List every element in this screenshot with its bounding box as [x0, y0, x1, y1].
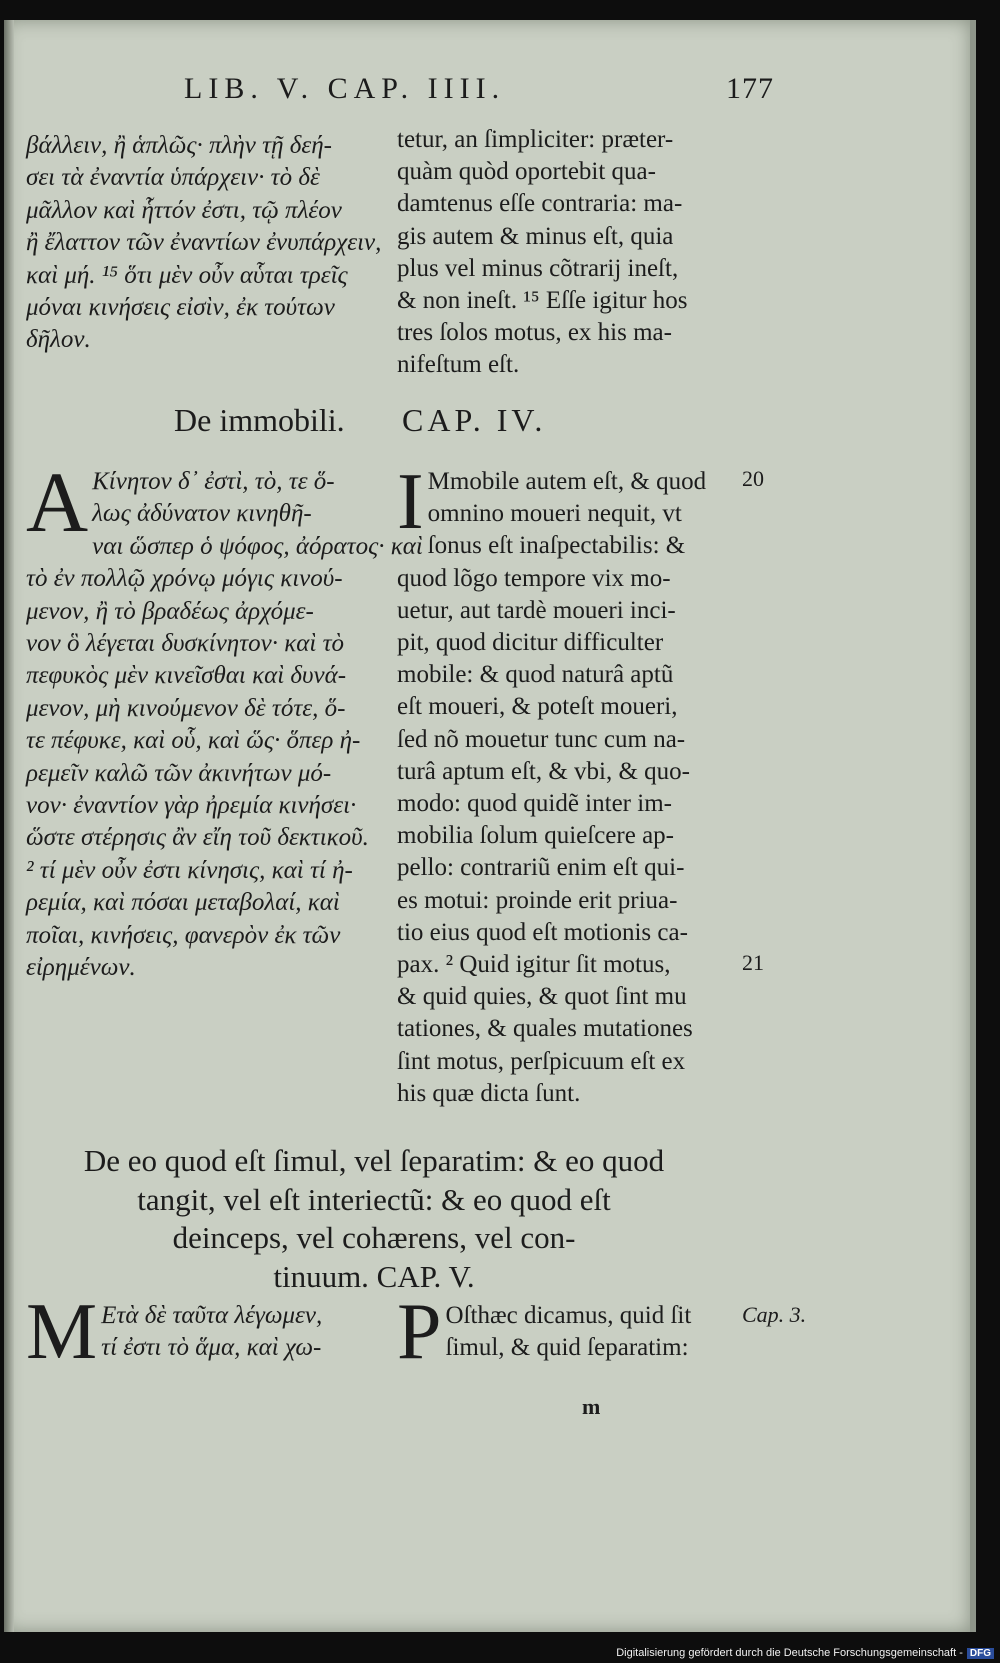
text-line: nifeſtum eſt.	[397, 351, 520, 379]
section-latin-title: CAP. IV.	[402, 402, 547, 438]
text-line: μᾶλλον καὶ ἧττόν ἐστι, τῷ πλέον	[26, 196, 342, 224]
margin-number-21: 21	[742, 950, 764, 975]
text-line: modo: quod quidẽ inter im-	[397, 790, 672, 818]
book-page	[4, 20, 976, 1632]
text-line: mobile: & quod naturâ aptũ	[397, 661, 674, 689]
text-line: ἢ ἔλαττον τῶν ἐναντίων ἐνυπάρχειν,	[26, 229, 382, 257]
text-line: his quæ dicta ſunt.	[397, 1079, 581, 1107]
text-line: μενον, μὴ κινούμενον δὲ τότε, ὅ-	[26, 694, 346, 722]
text-line: omnino moueri nequit, vt	[427, 500, 682, 528]
latin-column-section4	[397, 458, 727, 1110]
text-line: & non ineſt. ¹⁵ Eſſe igitur hos	[397, 287, 688, 315]
text-line: νον ὃ λέγεται δυσκίνητον· καὶ τὸ	[26, 630, 345, 658]
page-number: 177	[726, 72, 774, 105]
latin-column-section5	[397, 1288, 727, 1376]
text-line: es motui: proinde erit priua-	[397, 886, 678, 914]
text-line: τὸ ἐν πολλῷ χρόνῳ μόγις κινού-	[26, 565, 343, 593]
text-line: Κίνητον δ᾽ ἐστὶ, τὸ, τε ὅ-	[92, 468, 335, 495]
text-line: tationes, & quales mutationes	[397, 1015, 693, 1043]
text-line: eſt moueri, & poteſt moueri,	[397, 693, 678, 721]
text-line: ² τί μὲν οὖν ἐστι κίνησις, καὶ τί ἠ-	[26, 856, 353, 884]
greek-column-section5	[26, 1288, 372, 1376]
drop-cap: P	[397, 1288, 442, 1376]
drop-cap: M	[26, 1288, 98, 1376]
text-line: ρεμία, καὶ πόσαι μεταβολαί, καὶ	[26, 889, 340, 917]
text-line: turâ aptum eſt, & vbi, & quo-	[397, 757, 691, 785]
signature-mark: m	[582, 1394, 601, 1419]
text-line: ſonus eſt inaſpectabilis: &	[427, 532, 686, 560]
drop-cap: A	[26, 454, 89, 550]
footer-text: Digitalisierung gefördert durch die Deutsche Forschungsgemeinschaft -	[616, 1647, 963, 1659]
text-line: pax. ² Quid igitur ſit motus,	[397, 951, 671, 979]
text-line: Oſthæc dicamus, quid ſit	[445, 1302, 692, 1329]
text-line: τί ἐστι τὸ ἅμα, καὶ χω-	[101, 1334, 322, 1362]
margin-note-cap3: Cap. 3.	[742, 1302, 807, 1327]
text-line: μενον, ἢ τὸ βραδέως ἀρχόμε-	[26, 597, 314, 625]
drop-cap: I	[397, 458, 424, 546]
text-line: σει τὰ ἐναντία ὑπάρχειν· τὸ δὲ	[26, 164, 320, 192]
text-line: βάλλειν, ἢ ἁπλῶς· πλὴν τῇ δεή-	[26, 132, 332, 159]
latin-column-top	[397, 124, 727, 382]
section-5-heading	[44, 1142, 704, 1296]
margin-number-20: 20	[742, 466, 764, 491]
text-line: μόναι κινήσεις εἰσὶν, ἐκ τούτων	[26, 294, 335, 322]
text-line: damtenus eſſe contraria: ma-	[397, 190, 683, 218]
heading-line: tinuum. CAP. V.	[273, 1258, 475, 1294]
text-line: πεφυκὸς μὲν κινεῖσθαι καὶ δυνά-	[26, 662, 347, 690]
text-line: uetur, aut tardè moueri inci-	[397, 596, 676, 624]
running-title: LIB. V. CAP. IIII.	[184, 72, 506, 105]
heading-line: De eo quod eſt ſimul, vel ſeparatim: & eo quod	[83, 1143, 665, 1178]
text-line: τε πέφυκε, καὶ οὗ, καὶ ὥς· ὅπερ ἠ-	[26, 727, 361, 755]
footer-credit	[616, 1647, 994, 1659]
text-line: λως ἀδύνατον κινηθῆ-	[92, 500, 312, 528]
text-line: Ετὰ δὲ ταῦτα λέγωμεν,	[101, 1302, 323, 1329]
text-line: ναι ὥσπερ ὁ ψόφος, ἀόρατος· καὶ	[92, 532, 423, 560]
section-greek-title: De immobili.	[174, 402, 345, 438]
text-line: mobilia ſolum quieſcere ap-	[397, 822, 674, 850]
text-line: plus vel minus cõtrarij ineſt,	[397, 254, 679, 282]
text-line: quod lõgo tempore vix mo-	[397, 564, 671, 592]
dfg-logo: DFG	[967, 1648, 994, 1659]
text-line: Mmobile autem eſt, & quod	[427, 468, 707, 495]
text-line: tetur, an ſimpliciter: præter-	[397, 126, 674, 153]
greek-column-section4	[26, 454, 423, 985]
heading-line: deinceps, vel cohærens, vel con-	[172, 1220, 576, 1255]
text-line: gis autem & minus eſt, quia	[397, 222, 674, 250]
greek-column-top	[26, 130, 382, 357]
text-line: ſint motus, perſpicuum eſt ex	[397, 1047, 686, 1075]
text-line: quàm quòd oportebit qua-	[397, 158, 656, 186]
text-line: & quid quies, & quot ſint mu	[397, 983, 687, 1011]
running-head	[184, 72, 774, 106]
text-line: tres ſolos motus, ex his ma-	[397, 319, 672, 347]
text-line: ρεμεῖν καλῶ τῶν ἀκινήτων μό-	[26, 759, 332, 787]
text-line: ποῖαι, κινήσεις, φανερὸν ἐκ τῶν	[26, 921, 341, 949]
text-line: pello: contrariũ enim eſt qui-	[397, 854, 685, 882]
text-line: ſed nõ mouetur tunc cum na-	[397, 725, 686, 753]
text-line: ὥστε στέρησις ἂν εἴη τοῦ δεκτικοῦ.	[26, 824, 369, 852]
text-line: pit, quod dicitur difficulter	[397, 629, 664, 657]
text-line: εἰρημένων.	[26, 954, 136, 982]
text-line: ſimul, & quid ſeparatim:	[445, 1334, 689, 1362]
heading-line: tangit, vel eſt interiectũ: & eo quod eſt	[137, 1181, 611, 1217]
text-line: δῆλον.	[26, 326, 91, 354]
text-line: νον· ἐναντίον γὰρ ἠρεμία κινήσει·	[26, 792, 357, 820]
page-spine-shadow	[4, 20, 14, 1632]
text-line: καὶ μή. ¹⁵ ὅτι μὲν οὖν αὗται τρεῖς	[26, 261, 348, 289]
text-line: tio eius quod eſt motionis ca-	[397, 918, 688, 946]
